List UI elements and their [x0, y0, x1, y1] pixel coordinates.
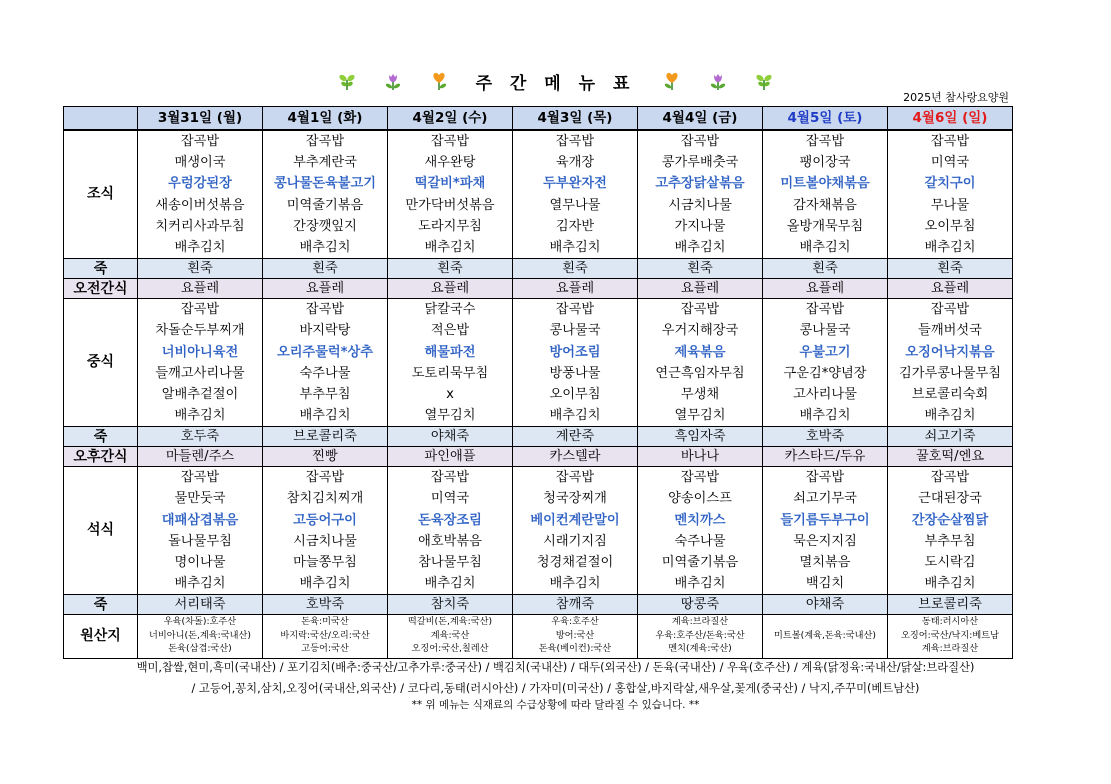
- menu-item: 참치김치찌개: [286, 491, 364, 507]
- menu-item: 새송이버섯볶음: [155, 197, 245, 213]
- corner-cell: [64, 107, 138, 131]
- dinner-cell: [263, 467, 388, 595]
- menu-item: 멸치볶음: [799, 555, 851, 570]
- dinner-cell: [888, 467, 1013, 595]
- origin-line: 돈육:미국산: [301, 616, 349, 628]
- menu-item: 잡곡밥: [805, 134, 845, 149]
- day-header-row: [64, 107, 1013, 131]
- menu-item: 잡곡밥: [305, 470, 345, 486]
- menu-item: 우불고기: [799, 344, 851, 360]
- day-header: 4월3일 (목): [513, 107, 638, 131]
- breakfast-cell: [513, 130, 638, 259]
- dinner-cell: [513, 467, 638, 595]
- menu-item: 무생채: [680, 386, 720, 402]
- origin-line: 바지락:국산/오리:국산: [280, 629, 370, 641]
- origin-line: 계육:브라질산: [921, 643, 979, 655]
- menu-item: 열무김치: [424, 408, 476, 424]
- dinner-cell: [388, 467, 513, 595]
- lunch-label: 중식: [64, 299, 138, 427]
- menu-item: 돈육장조림: [418, 512, 482, 528]
- menu-item: 베이컨계란말이: [530, 512, 620, 528]
- menu-item: 시금치나물: [668, 197, 732, 213]
- disclaimer-note: ** 위 메뉴는 식재료의 수급상황에 따라 달라질 수 있습니다. **: [411, 699, 700, 711]
- origin-line: 우육(차돌):호주산: [163, 616, 237, 628]
- organization-label: 2025년 참사랑요양원: [903, 91, 1009, 104]
- menu-item: 가지나물: [674, 218, 726, 234]
- tulip-icon: [383, 71, 403, 91]
- pm-snack-cell: 꿀호떡/엔요: [888, 447, 1013, 467]
- menu-item: 고사리나물: [793, 386, 857, 402]
- menu-item: 팽이장국: [799, 155, 851, 171]
- breakfast-cell: [138, 130, 263, 259]
- day-header: 4월1일 (화): [263, 107, 388, 131]
- day-header: 3월31일 (월): [138, 107, 263, 131]
- menu-item: 미트볼야채볶음: [780, 176, 870, 192]
- dinner-porridge-label: 죽: [64, 595, 138, 615]
- menu-item: 배추김치: [299, 408, 351, 424]
- pm-snack-row: [64, 447, 1013, 467]
- menu-item: 물만둣국: [174, 491, 226, 507]
- menu-item: 들깨버섯국: [918, 323, 982, 339]
- origin-cell: [263, 615, 388, 659]
- menu-item: 잡곡밥: [930, 302, 970, 318]
- menu-item: 오징어낙지볶음: [905, 344, 995, 360]
- menu-item: 구운김*양념장: [783, 365, 867, 381]
- lunch-porridge-row: [64, 427, 1013, 447]
- breakfast-porridge-cell: 흰죽: [888, 259, 1013, 279]
- menu-item: 시래기지짐: [543, 533, 607, 549]
- pm-snack-cell: 파인애플: [388, 447, 513, 467]
- menu-item: 숙주나물: [299, 365, 351, 381]
- menu-item: 잡곡밥: [305, 134, 345, 149]
- lunch-porridge-cell: 호박죽: [763, 427, 888, 447]
- menu-item: 묵은지지짐: [793, 533, 857, 549]
- breakfast-cell: [888, 130, 1013, 259]
- menu-item: 만가닥버섯볶음: [405, 197, 495, 213]
- am-snack-cell: 요플레: [763, 279, 888, 299]
- menu-item: 콩나물국: [549, 323, 601, 339]
- breakfast-cell: [638, 130, 763, 259]
- menu-item: 부추계란국: [293, 155, 357, 171]
- dinner-porridge-cell: 땅콩죽: [638, 595, 763, 615]
- dinner-porridge-cell: 참깨죽: [513, 595, 638, 615]
- origin-line: [763, 616, 887, 630]
- origin-line: 동태:러시아산: [921, 616, 979, 628]
- breakfast-porridge-label: 죽: [64, 259, 138, 279]
- menu-item: 청경채겉절이: [536, 555, 614, 570]
- menu-item: 배추김치: [674, 576, 726, 592]
- origin-line: 미트볼(계육,돈육:국내산): [774, 629, 876, 641]
- pm-snack-cell: 카스타드/두유: [763, 447, 888, 467]
- menu-item: 시금치나물: [293, 533, 357, 549]
- breakfast-cell: [263, 130, 388, 259]
- menu-item: 우렁강된장: [168, 176, 232, 192]
- menu-item: 미역국: [930, 155, 970, 171]
- menu-item: 제육볶음: [674, 344, 726, 360]
- menu-item: 무나물: [930, 197, 970, 213]
- tulip-icon: [708, 71, 728, 91]
- menu-item: 새우완탕: [424, 155, 476, 171]
- menu-item: 잡곡밥: [805, 470, 845, 486]
- menu-item: 바지락탕: [299, 323, 351, 339]
- menu-item: 잡곡밥: [930, 134, 970, 149]
- menu-item: 오이무침: [924, 218, 976, 234]
- menu-item: 배추김치: [924, 408, 976, 424]
- breakfast-porridge-cell: 흰죽: [138, 259, 263, 279]
- lunch-cell: [138, 299, 263, 427]
- menu-item: 배추김치: [924, 576, 976, 592]
- menu-item: 방풍나물: [549, 365, 601, 381]
- breakfast-porridge-cell: 흰죽: [263, 259, 388, 279]
- menu-item: 잡곡밥: [805, 302, 845, 318]
- menu-item: 배추김치: [924, 239, 976, 255]
- menu-item: 배추김치: [424, 576, 476, 592]
- origin-line: 오징어:국산/낙지:베트남: [900, 629, 1000, 641]
- menu-item: 간장깻잎지: [293, 218, 357, 234]
- menu-item: 잡곡밥: [430, 470, 470, 486]
- menu-item: 배추김치: [799, 239, 851, 255]
- origin-cell: [888, 615, 1013, 659]
- menu-item: 들깨고사리나물: [155, 365, 245, 381]
- breakfast-porridge-cell: 흰죽: [763, 259, 888, 279]
- am-snack-cell: 요플레: [513, 279, 638, 299]
- day-header: 4월5일 (토): [763, 107, 888, 131]
- menu-item: 김자반: [555, 218, 595, 234]
- menu-item: 육개장: [555, 155, 595, 171]
- menu-item: 배추김치: [549, 408, 601, 424]
- menu-item: 배추김치: [299, 239, 351, 255]
- origin-line: 고등어:국산: [301, 643, 349, 655]
- menu-item: 청국장찌개: [543, 491, 607, 507]
- menu-item: 쇠고기무국: [793, 491, 857, 507]
- dinner-porridge-cell: 참치죽: [388, 595, 513, 615]
- menu-item: 알배추겉절이: [161, 386, 239, 402]
- origin-line: 돈육(삼겹:국산): [168, 643, 232, 655]
- origin-line: 우육:호주산/돈육:국산: [655, 629, 745, 641]
- menu-item: 닭칼국수: [424, 302, 476, 318]
- origin-line: 계육:국산: [430, 629, 470, 641]
- menu-item: 돌나물무침: [168, 533, 232, 549]
- lunch-porridge-cell: 브로콜리죽: [263, 427, 388, 447]
- origin-line: 우육:호주산: [551, 616, 599, 628]
- menu-item: 감자채볶음: [793, 197, 857, 213]
- menu-item: 애호박볶음: [418, 533, 482, 549]
- menu-item: 잡곡밥: [180, 470, 220, 486]
- menu-item: 열무김치: [674, 408, 726, 424]
- menu-item: 떡갈비*파채: [414, 176, 486, 192]
- menu-item: 적은밥: [430, 323, 470, 339]
- menu-item: 배추김치: [799, 408, 851, 424]
- am-snack-label: 오전간식: [64, 279, 138, 299]
- lunch-porridge-label: 죽: [64, 427, 138, 447]
- am-snack-cell: 요플레: [638, 279, 763, 299]
- menu-item: 배추김치: [174, 239, 226, 255]
- origin-row: [64, 615, 1013, 659]
- menu-item: 매생이국: [174, 155, 226, 171]
- origin-note-2: / 고등어,꽁치,삼치,오징어(국내산,외국산) / 코다리,동태(러시아산) / 가자미(미국산) / 홍합살,바지락살,새우살,꽃게(중국산) / 낙지,주꾸미(베트남산): [191, 682, 920, 695]
- am-snack-cell: 요플레: [138, 279, 263, 299]
- menu-item: 잡곡밥: [680, 302, 720, 318]
- lunch-cell: [513, 299, 638, 427]
- day-header: 4월2일 (수): [388, 107, 513, 131]
- lunch-cell: [763, 299, 888, 427]
- menu-item: 콩가루배춧국: [661, 155, 739, 171]
- menu-item: 배추김치: [549, 576, 601, 592]
- dinner-cell: [638, 467, 763, 595]
- origin-label: 원산지: [64, 615, 138, 659]
- sprout-icon: [337, 71, 357, 91]
- lunch-porridge-cell: 야채죽: [388, 427, 513, 447]
- menu-item: 미역줄기볶음: [286, 197, 364, 213]
- dinner-cell: [138, 467, 263, 595]
- menu-item: 고등어구이: [293, 512, 357, 528]
- am-snack-cell: 요플레: [888, 279, 1013, 299]
- dinner-porridge-cell: 야채죽: [763, 595, 888, 615]
- breakfast-cell: [763, 130, 888, 259]
- menu-item: 고추장닭살볶음: [655, 176, 745, 192]
- lunch-row: [64, 299, 1013, 427]
- origin-line: 계육:브라질산: [671, 616, 729, 628]
- dinner-porridge-cell: 브로콜리죽: [888, 595, 1013, 615]
- menu-item: 백김치: [805, 576, 845, 592]
- lunch-porridge-cell: 계란죽: [513, 427, 638, 447]
- menu-item: 간장순살찜닭: [911, 512, 989, 528]
- breakfast-porridge-cell: 흰죽: [638, 259, 763, 279]
- pm-snack-label: 오후간식: [64, 447, 138, 467]
- menu-item: 배추김치: [674, 239, 726, 255]
- pm-snack-cell: 카스텔라: [513, 447, 638, 467]
- breakfast-label: 조식: [64, 130, 138, 259]
- breakfast-porridge-row: [64, 259, 1013, 279]
- pm-snack-cell: 마들렌/주스: [138, 447, 263, 467]
- menu-item: 오리주물럭*상추: [276, 344, 374, 360]
- lunch-porridge-cell: 흑임자죽: [638, 427, 763, 447]
- breakfast-row: [64, 130, 1013, 259]
- menu-item: 브로콜리숙회: [911, 386, 989, 402]
- menu-item: 방어조림: [549, 344, 601, 360]
- origin-cell: [513, 615, 638, 659]
- menu-item: 멘치까스: [674, 512, 726, 528]
- dinner-porridge-cell: 서리태죽: [138, 595, 263, 615]
- weekly-menu-table: [63, 106, 1013, 659]
- origin-line: 너비아니(돈,계육:국내산): [149, 629, 251, 641]
- menu-item: 부추무침: [924, 533, 976, 549]
- menu-item: 오이무침: [549, 386, 601, 402]
- menu-item: 미역국: [430, 491, 470, 507]
- lunch-cell: [388, 299, 513, 427]
- menu-item: 배추김치: [424, 239, 476, 255]
- pm-snack-cell: 바나나: [638, 447, 763, 467]
- menu-item: 올방개묵무침: [786, 218, 864, 234]
- origin-line: [763, 643, 887, 657]
- menu-item: 대패삼겹볶음: [161, 512, 239, 528]
- menu-item: 마늘쫑무침: [293, 555, 357, 570]
- menu-item: x: [446, 386, 454, 402]
- menu-item: 미역줄기볶음: [661, 555, 739, 570]
- lunch-porridge-cell: 쇠고기죽: [888, 427, 1013, 447]
- menu-item: 잡곡밥: [555, 134, 595, 149]
- sprout-icon: [754, 71, 774, 91]
- menu-item: 잡곡밥: [555, 470, 595, 486]
- dinner-label: 석식: [64, 467, 138, 595]
- menu-item: 배추김치: [299, 576, 351, 592]
- origin-line: 멘치(계육:국산): [668, 643, 732, 655]
- menu-item: 배추김치: [174, 408, 226, 424]
- menu-item: 참나물무침: [418, 555, 482, 570]
- menu-item: 잡곡밥: [930, 470, 970, 486]
- breakfast-cell: [388, 130, 513, 259]
- menu-item: 잡곡밥: [680, 470, 720, 486]
- lunch-cell: [263, 299, 388, 427]
- menu-item: 배추김치: [174, 576, 226, 592]
- breakfast-porridge-cell: 흰죽: [513, 259, 638, 279]
- day-header: 4월6일 (일): [888, 107, 1013, 131]
- menu-item: 콩나물국: [799, 323, 851, 339]
- menu-item: 도라지무침: [418, 218, 482, 234]
- menu-item: 잡곡밥: [180, 134, 220, 149]
- menu-item: 들기름두부구이: [780, 512, 870, 528]
- menu-item: 갈치구이: [924, 176, 976, 192]
- menu-item: 김가루콩나물무침: [899, 365, 1001, 381]
- menu-item: 연근흑임자무침: [655, 365, 745, 381]
- breakfast-porridge-cell: 흰죽: [388, 259, 513, 279]
- dinner-porridge-row: [64, 595, 1013, 615]
- lunch-cell: [888, 299, 1013, 427]
- menu-item: 잡곡밥: [680, 134, 720, 149]
- menu-item: 잡곡밥: [180, 302, 220, 318]
- origin-cell: [388, 615, 513, 659]
- menu-item: 차돌순두부찌개: [155, 323, 245, 339]
- menu-item: 부추무침: [299, 386, 351, 402]
- heart-flower-icon: [429, 71, 449, 91]
- menu-item: 너비아니육전: [161, 344, 239, 360]
- menu-item: 우거지해장국: [661, 323, 739, 339]
- day-header: 4월4일 (금): [638, 107, 763, 131]
- am-snack-cell: 요플레: [263, 279, 388, 299]
- origin-line: 방어:국산: [555, 629, 595, 641]
- menu-item: 명이나물: [174, 555, 226, 570]
- page-title: 주 간 메 뉴 표: [475, 73, 636, 94]
- menu-item: 치커리사과무침: [155, 218, 245, 234]
- menu-item: 도토리묵무침: [411, 365, 489, 381]
- menu-item: 숙주나물: [674, 533, 726, 549]
- origin-line: 떡갈비(돈,계육:국산): [407, 616, 493, 628]
- am-snack-row: [64, 279, 1013, 299]
- lunch-cell: [638, 299, 763, 427]
- am-snack-cell: 요플레: [388, 279, 513, 299]
- menu-item: 두부완자전: [543, 176, 607, 192]
- origin-line: 돈육(베이컨):국산: [538, 643, 612, 655]
- heart-flower-icon: [662, 71, 682, 91]
- menu-item: 양송이스프: [668, 491, 732, 507]
- lunch-porridge-cell: 호두죽: [138, 427, 263, 447]
- menu-item: 열무나물: [549, 197, 601, 213]
- origin-cell: [763, 615, 888, 659]
- dinner-row: [64, 467, 1013, 595]
- menu-item: 잡곡밥: [555, 302, 595, 318]
- origin-cell: [638, 615, 763, 659]
- menu-item: 잡곡밥: [305, 302, 345, 318]
- dinner-porridge-cell: 호박죽: [263, 595, 388, 615]
- dinner-cell: [763, 467, 888, 595]
- origin-note-1: 백미,찹쌀,현미,흑미(국내산) / 포기김치(배추:중국산/고추가루:중국산) / 백김치(국내산) / 대두(외국산) / 돈육(국내산) / 우육(호주산) / 계육(닭정육:국내산/닭살:브라질산): [136, 661, 975, 674]
- menu-item: 근대된장국: [918, 491, 982, 507]
- menu-item: 도시락김: [924, 555, 976, 570]
- origin-cell: [138, 615, 263, 659]
- menu-item: 배추김치: [549, 239, 601, 255]
- menu-item: 해물파전: [424, 344, 476, 360]
- menu-item: 콩나물돈육불고기: [274, 176, 376, 192]
- pm-snack-cell: 찐빵: [263, 447, 388, 467]
- origin-line: 오징어:국산,칠레산: [411, 643, 489, 655]
- menu-item: 잡곡밥: [430, 134, 470, 149]
